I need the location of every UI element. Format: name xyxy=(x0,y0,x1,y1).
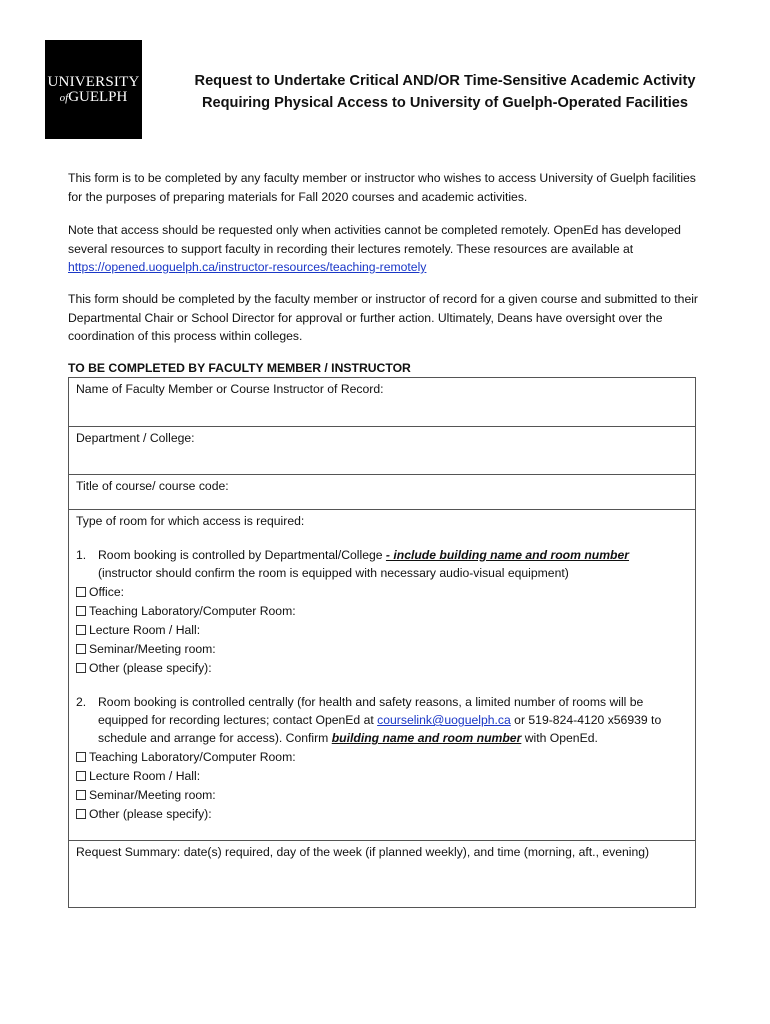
checkbox-icon[interactable] xyxy=(76,663,86,673)
option2-number: 2. xyxy=(76,695,87,709)
department-field[interactable] xyxy=(69,427,695,475)
checkbox-icon[interactable] xyxy=(76,790,86,800)
checkbox-icon[interactable] xyxy=(76,771,86,781)
course-label: Title of course/ course code: xyxy=(76,479,229,493)
checkbox-lecture-room-2[interactable]: Lecture Room / Hall: xyxy=(76,767,200,786)
intro-paragraph-2: Note that access should be requested only when activities cannot be completed remotely. OpenEd has developed several resources to support faculty in recording their lectures remotely. These resources are available at https://opened.uoguelph.ca/instructor-resources/teaching-remotely xyxy=(68,223,681,274)
checkbox-icon[interactable] xyxy=(76,752,86,762)
summary-label: Request Summary: date(s) required, day of the week (if planned weekly), and time (morning, aft., evening) xyxy=(76,845,650,859)
checkbox-icon[interactable] xyxy=(76,587,86,597)
page-title xyxy=(150,70,740,114)
name-label: Name of Faculty Member or Course Instructor of Record: xyxy=(76,382,384,396)
option2-line3: schedule and arrange for access). Confirm building name and room number with OpenEd. xyxy=(98,731,598,745)
option2-line1: Room booking is controlled centrally (for health and safety reasons, a limited number of rooms will be xyxy=(98,695,644,709)
section-heading: TO BE COMPLETED BY FACULTY MEMBER / INSTRUCTOR xyxy=(68,361,411,375)
resources-link[interactable]: https://opened.uoguelph.ca/instructor-resources/teaching-remotely xyxy=(68,260,427,274)
department-label: Department / College: xyxy=(76,431,195,445)
opened-email-link[interactable]: courselink@uoguelph.ca xyxy=(377,713,511,727)
option1-note: (instructor should confirm the room is equipped with necessary audio-visual equipment) xyxy=(98,566,569,580)
checkbox-seminar-room-1[interactable]: Seminar/Meeting room: xyxy=(76,640,216,659)
request-summary-field[interactable] xyxy=(69,841,695,909)
room-type-label: Type of room for which access is required: xyxy=(76,514,305,528)
checkbox-icon[interactable] xyxy=(76,606,86,616)
option2-line2: equipped for recording lectures; contact OpenEd at courselink@uoguelph.ca or 519-824-4120 x56939 to xyxy=(98,713,662,727)
checkbox-icon[interactable] xyxy=(76,809,86,819)
room-type-section xyxy=(69,510,695,841)
university-logo xyxy=(45,40,142,139)
title-line1: Request to Undertake Critical AND/OR Time-Sensitive Academic Activity xyxy=(194,73,696,89)
checkbox-office[interactable]: Office: xyxy=(76,583,124,602)
checkbox-lecture-room-1[interactable]: Lecture Room / Hall: xyxy=(76,621,200,640)
option1-text: Room booking is controlled by Departmental/College - include building name and room number xyxy=(98,548,630,562)
checkbox-other-1[interactable]: Other (please specify): xyxy=(76,659,212,678)
logo-line2: ofGUELPH xyxy=(59,88,128,105)
name-field[interactable] xyxy=(69,378,695,427)
checkbox-icon[interactable] xyxy=(76,625,86,635)
option1-number: 1. xyxy=(76,548,87,562)
intro-paragraph-1: This form is to be completed by any faculty member or instructor who wishes to access University of Guelph facilities for the purposes of preparing materials for Fall 2020 courses and academic activities. xyxy=(68,171,696,204)
checkbox-seminar-room-2[interactable]: Seminar/Meeting room: xyxy=(76,786,216,805)
intro-paragraph-3: This form should be completed by the faculty member or instructor of record for a given course and submitted to their Departmental Chair or School Director for approval or further action. Ultimately, Deans have oversight over the coordination of this process within colleges. xyxy=(68,292,698,343)
checkbox-icon[interactable] xyxy=(76,644,86,654)
logo-line1: UNIVERSITY xyxy=(47,73,140,90)
checkbox-teaching-lab-1[interactable]: Teaching Laboratory/Computer Room: xyxy=(76,602,296,621)
course-field[interactable] xyxy=(69,475,695,510)
request-form xyxy=(68,377,696,908)
checkbox-other-2[interactable]: Other (please specify): xyxy=(76,805,212,824)
checkbox-teaching-lab-2[interactable]: Teaching Laboratory/Computer Room: xyxy=(76,748,296,767)
title-line2: Requiring Physical Access to University of Guelph-Operated Facilities xyxy=(201,95,689,111)
